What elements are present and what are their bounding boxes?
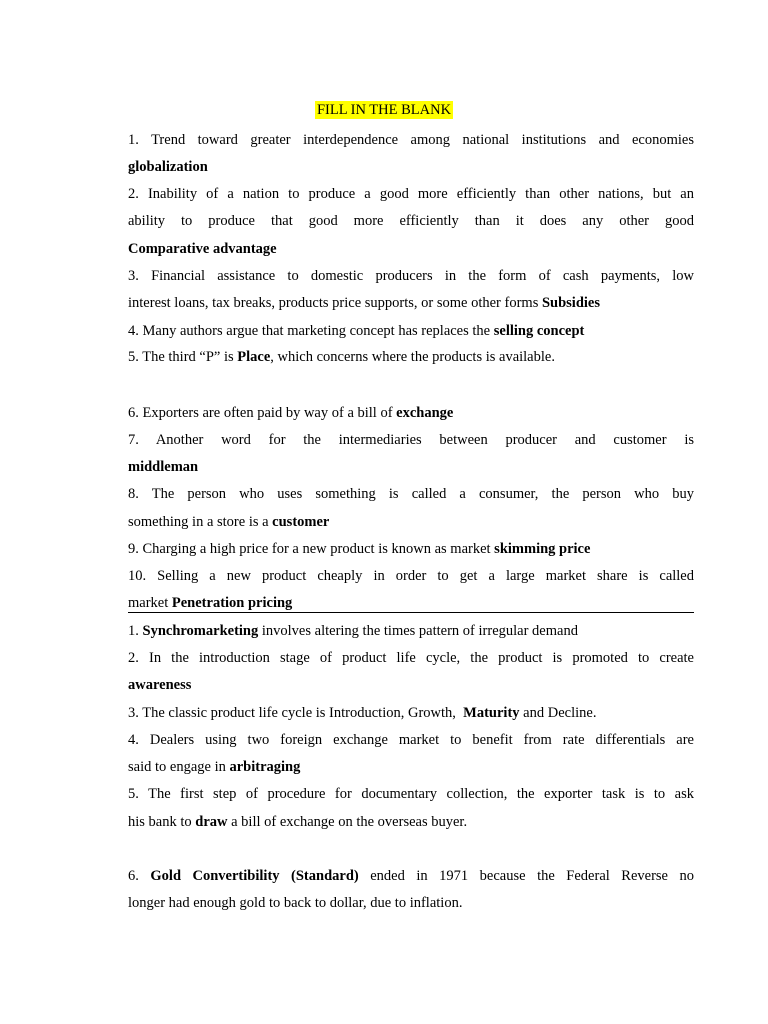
q2-line-2 — [128, 211, 694, 231]
s2q5-text-3: a bill of exchange on the overseas buyer. — [231, 814, 468, 830]
q2-text-1: 2. Inability of a nation to produce a good more efficiently than other nations, but an — [128, 186, 694, 202]
q3-answer: Subsidies — [541, 295, 601, 311]
q2-line-1 — [128, 184, 694, 204]
s2q1-answer: Synchromarketing — [142, 623, 259, 639]
s2q6-answer: Gold Convertibility (Standard) — [150, 868, 359, 884]
s2q1-text-post: involves altering the times pattern of irregular demand — [261, 623, 578, 639]
q1-text: 1. Trend toward greater interdependence among national institutions and economies — [128, 132, 694, 148]
s2q2-answer-line — [128, 675, 694, 695]
q3-text-1: 3. Financial assistance to domestic producers in the form of cash payments, low — [128, 268, 694, 284]
q6-text: 6. Exporters are often paid by way of a bill of — [128, 405, 393, 421]
q2-text-2: ability to produce that good more efficiently than it does any other good — [128, 213, 694, 229]
s2q3-text-post: and Decline. — [523, 705, 597, 721]
q10-text-1: 10. Selling a new product cheaply in order to get a large market share is called — [128, 568, 694, 584]
q5-line — [128, 347, 694, 367]
q9-text: 9. Charging a high price for a new product is known as market — [128, 541, 491, 557]
s2q6-text: 6. — [128, 868, 139, 884]
section-divider — [128, 612, 694, 613]
q2-answer-line — [128, 239, 694, 259]
s2q2-line — [128, 648, 694, 668]
s2q4-line-1 — [128, 730, 694, 750]
s2q6-text-post: ended in 1971 because the Federal Reverse no — [370, 868, 695, 884]
q8-line-1 — [128, 484, 694, 504]
s2q2-answer: awareness — [128, 677, 192, 693]
page-title: FILL IN THE BLANK — [316, 102, 452, 118]
q9-answer: skimming price — [494, 541, 591, 557]
s2q3-text: 3. The classic product life cycle is Introduction, Growth, — [128, 705, 456, 721]
q4-line — [128, 321, 694, 341]
q5-text-post: , which concerns where the products is available. — [270, 349, 555, 365]
q3-text-2: interest loans, tax breaks, products price supports, or some other forms — [128, 295, 539, 311]
q10-line-2 — [128, 593, 694, 613]
q10-answer: Penetration pricing — [171, 595, 293, 611]
s2q3-line — [128, 703, 694, 723]
q4-answer: selling concept — [493, 323, 585, 339]
q4-text: 4. Many authors argue that marketing concept has replaces the — [128, 323, 491, 339]
s2q6-line-2 — [128, 893, 694, 913]
s2q2-text: 2. In the introduction stage of product life cycle, the product is promoted to create — [128, 650, 694, 666]
q8-answer: customer — [272, 514, 330, 530]
q5-text: 5. The third “P” is — [128, 349, 234, 365]
q7-text: 7. Another word for the intermediaries between producer and customer is — [128, 432, 694, 448]
s2q4-line-2 — [128, 757, 694, 777]
q3-line-2 — [128, 293, 694, 313]
s2q1-line — [128, 621, 694, 641]
s2q5-line-1 — [128, 784, 694, 804]
s2q5-answer: draw — [195, 814, 228, 830]
q2-answer: Comparative advantage — [128, 241, 277, 257]
q8-text-2: something in a store is a — [128, 514, 269, 530]
q7-answer: middleman — [128, 459, 199, 475]
q1-answer: globalization — [128, 159, 208, 175]
q1-line — [128, 130, 694, 150]
s2q4-text: 4. Dealers using two foreign exchange market to benefit from rate differentials are — [128, 732, 694, 748]
q8-text-1: 8. The person who uses something is called a consumer, the person who buy — [128, 486, 694, 502]
q6-line — [128, 403, 694, 423]
q1-answer-line — [128, 157, 694, 177]
q5-answer: Place — [237, 349, 271, 365]
s2q6-text-2: longer had enough gold to back to dollar, due to inflation. — [128, 895, 463, 911]
s2q4-answer: arbitraging — [229, 759, 301, 775]
q10-text-2: market — [128, 595, 169, 611]
title-wrap — [0, 101, 768, 119]
q9-line — [128, 539, 694, 559]
s2q6-line-1 — [128, 866, 694, 886]
s2q3-answer: Maturity — [463, 705, 520, 721]
q10-line-1 — [128, 566, 694, 586]
q3-line-1 — [128, 266, 694, 286]
s2q5-line-2 — [128, 812, 694, 832]
s2q5-text-1: 5. The first step of procedure for documentary collection, the exporter task is to ask — [128, 786, 694, 802]
q6-answer: exchange — [396, 405, 454, 421]
q8-line-2 — [128, 512, 694, 532]
q7-line — [128, 430, 694, 450]
s2q4-text-2: said to engage in — [128, 759, 226, 775]
s2q1-text: 1. — [128, 623, 139, 639]
s2q5-text-2: his bank to — [128, 814, 192, 830]
q7-answer-line — [128, 457, 694, 477]
